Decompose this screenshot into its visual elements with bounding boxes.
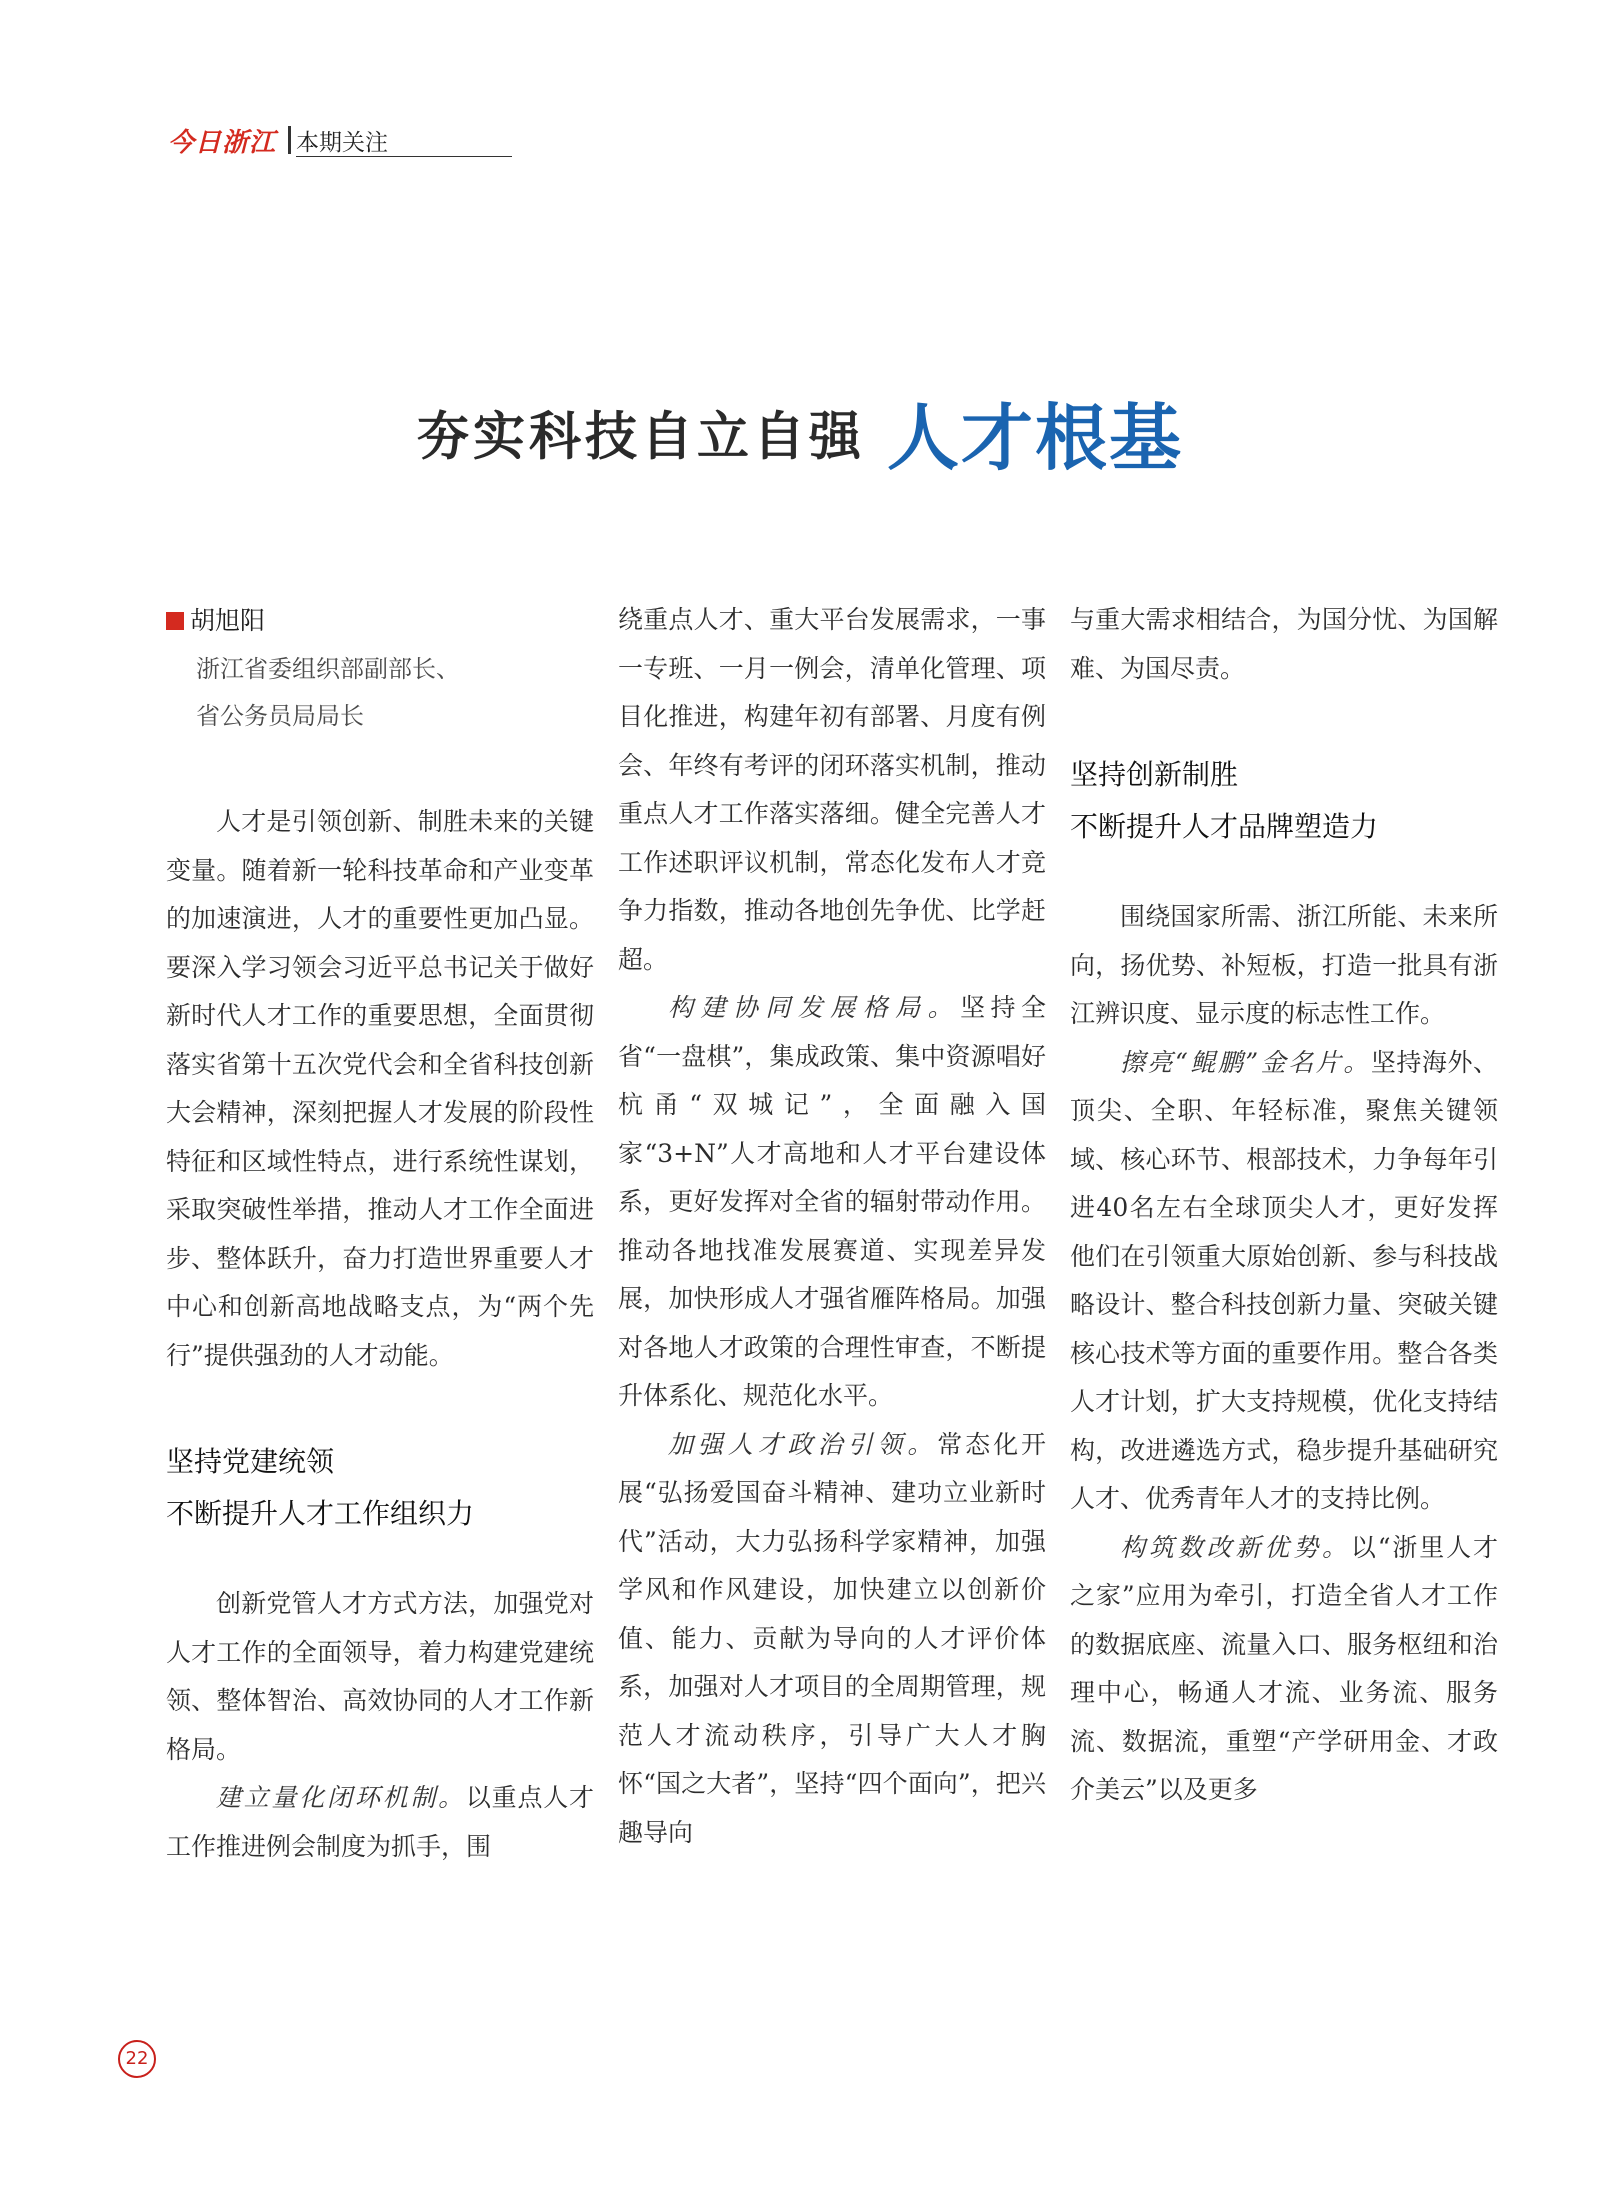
paragraph-text: 以“浙里人才之家”应用为牵引，打造全省人才工作的数据底座、流量入口、服务枢纽和治理中心，畅通人才流、业务流、服务流、数据流，重塑“产学研用金、才政介美云”以及更多 [1070, 1532, 1498, 1804]
body-paragraph [1070, 1039, 1498, 1524]
magazine-logo: 今日浙江 [168, 128, 277, 158]
paragraph-text: 以重点人才工作推进例会制度为抓手，围 [166, 1783, 594, 1861]
paragraph-text: 坚持海外、顶尖、全职、年轻标准，聚焦关键领域、核心环节、根部技术，力争每年引进40名左右全球顶尖人才，更好发挥他们在引领重大原始创新、参与科技战略设计、整合科技创新力量、突破关键核心技术等方面的重要作用。整合各类人才计划，扩大支持规模，优化支持结构，改进遴选方式，稳步提升基础研究人才、优秀青年人才的支持比例。 [1070, 1047, 1498, 1513]
article-title [0, 380, 1600, 484]
paragraph-lead: 加强人才政治引领。 [668, 1429, 938, 1459]
section-heading-2-line2: 不断提升人才品牌塑造力 [1070, 810, 1379, 843]
body-paragraph [618, 984, 1046, 1421]
paragraph-lead: 擦亮“鲲鹏”金名片。 [1120, 1047, 1371, 1077]
paragraph-text: 常态化开展“弘扬爱国奋斗精神、建功立业新时代”活动，大力弘扬科学家精神，加强学风和作风建设，加快建立以创新价值、能力、贡献为导向的人才评价体系，加强对人才项目的全周期管理，规范人才流动秩序，引导广大人才胸怀“国之大者”，坚持“四个面向”，把兴趣导向 [618, 1429, 1046, 1847]
spacer [166, 1380, 594, 1436]
page-header [168, 120, 512, 158]
column-2 [618, 596, 1046, 1857]
body-paragraph [618, 1421, 1046, 1858]
header-rule [296, 156, 512, 157]
page-number: 22 [118, 2040, 156, 2078]
column-1 [166, 596, 594, 1871]
body-paragraph: 围绕国家所需、浙江所能、未来所向，扬优势、补短板，打造一批具有浙江辨识度、显示度的标志性工作。 [1070, 902, 1498, 1028]
body-paragraph [1070, 1524, 1498, 1815]
spacer [1070, 693, 1498, 749]
paragraph-lead: 构建协同发展格局。 [668, 993, 961, 1022]
author-marker [166, 612, 184, 630]
paragraph-text: 坚持全省“一盘棋”，集成政策、集中资源唱好杭甬“双城记”，全面融入国家“3+N”人才高地和人才平台建设体系，更好发挥对全省的辐射带动作用。推动各地找准发展赛道、实现差异发展，加快形成人才强省雁阵格局。加强对各地人才政策的合理性审查，不断提升体系化、规范化水平。 [618, 993, 1046, 1410]
body-paragraph: 绕重点人才、重大平台发展需求，一事一专班、一月一例会，清单化管理、项目化推进，构建年初有部署、月度有例会、年终有考评的闭环落实机制，推动重点人才工作落实落细。健全完善人才工作述职评议机制，常态化发布人才竞争力指数，推动各地创先争优、比学赶超。 [618, 605, 1046, 974]
section-heading-1-line1: 坚持党建统领 [166, 1445, 335, 1478]
spacer [166, 740, 594, 798]
body-paragraph: 创新党管人才方式方法，加强党对人才工作的全面领导，着力构建党建统领、整体智治、高效协同的人才工作新格局。 [166, 1589, 594, 1764]
paragraph-lead: 建立量化闭环机制。 [216, 1783, 466, 1812]
author-name-text: 胡旭阳 [190, 606, 266, 635]
column-3 [1070, 596, 1498, 1815]
body-paragraph [166, 1774, 594, 1871]
author-role-line1: 浙江省委组织部副部长、 [196, 655, 460, 683]
spacer [166, 1540, 594, 1580]
author-name [166, 596, 594, 646]
paragraph-lead: 构筑数改新优势。 [1120, 1532, 1351, 1562]
spacer [1070, 853, 1498, 893]
body-paragraph: 与重大需求相结合，为国分忧、为国解难、为国尽责。 [1070, 605, 1498, 683]
section-label: 本期关注 [296, 130, 388, 156]
title-highlight: 人才根基 [887, 396, 1184, 480]
section-heading-2-line1: 坚持创新制胜 [1070, 758, 1239, 791]
header-separator [288, 126, 291, 154]
title-main: 夯实科技自立自强 [416, 406, 865, 468]
section-heading-1-line2: 不断提升人才工作组织力 [166, 1497, 475, 1530]
intro-paragraph: 人才是引领创新、制胜未来的关键变量。随着新一轮科技革命和产业变革的加速演进，人才的重要性更加凸显。要深入学习领会习近平总书记关于做好新时代人才工作的重要思想，全面贯彻落实省第十五次党代会和全省科技创新大会精神，深刻把握人才发展的阶段性特征和区域性特点，进行系统性谋划，采取突破性举措，推动人才工作全面进步、整体跃升，奋力打造世界重要人才中心和创新高地战略支点，为“两个先行”提供强劲的人才动能。 [166, 807, 594, 1370]
author-role-line2: 省公务员局局长 [196, 702, 364, 730]
